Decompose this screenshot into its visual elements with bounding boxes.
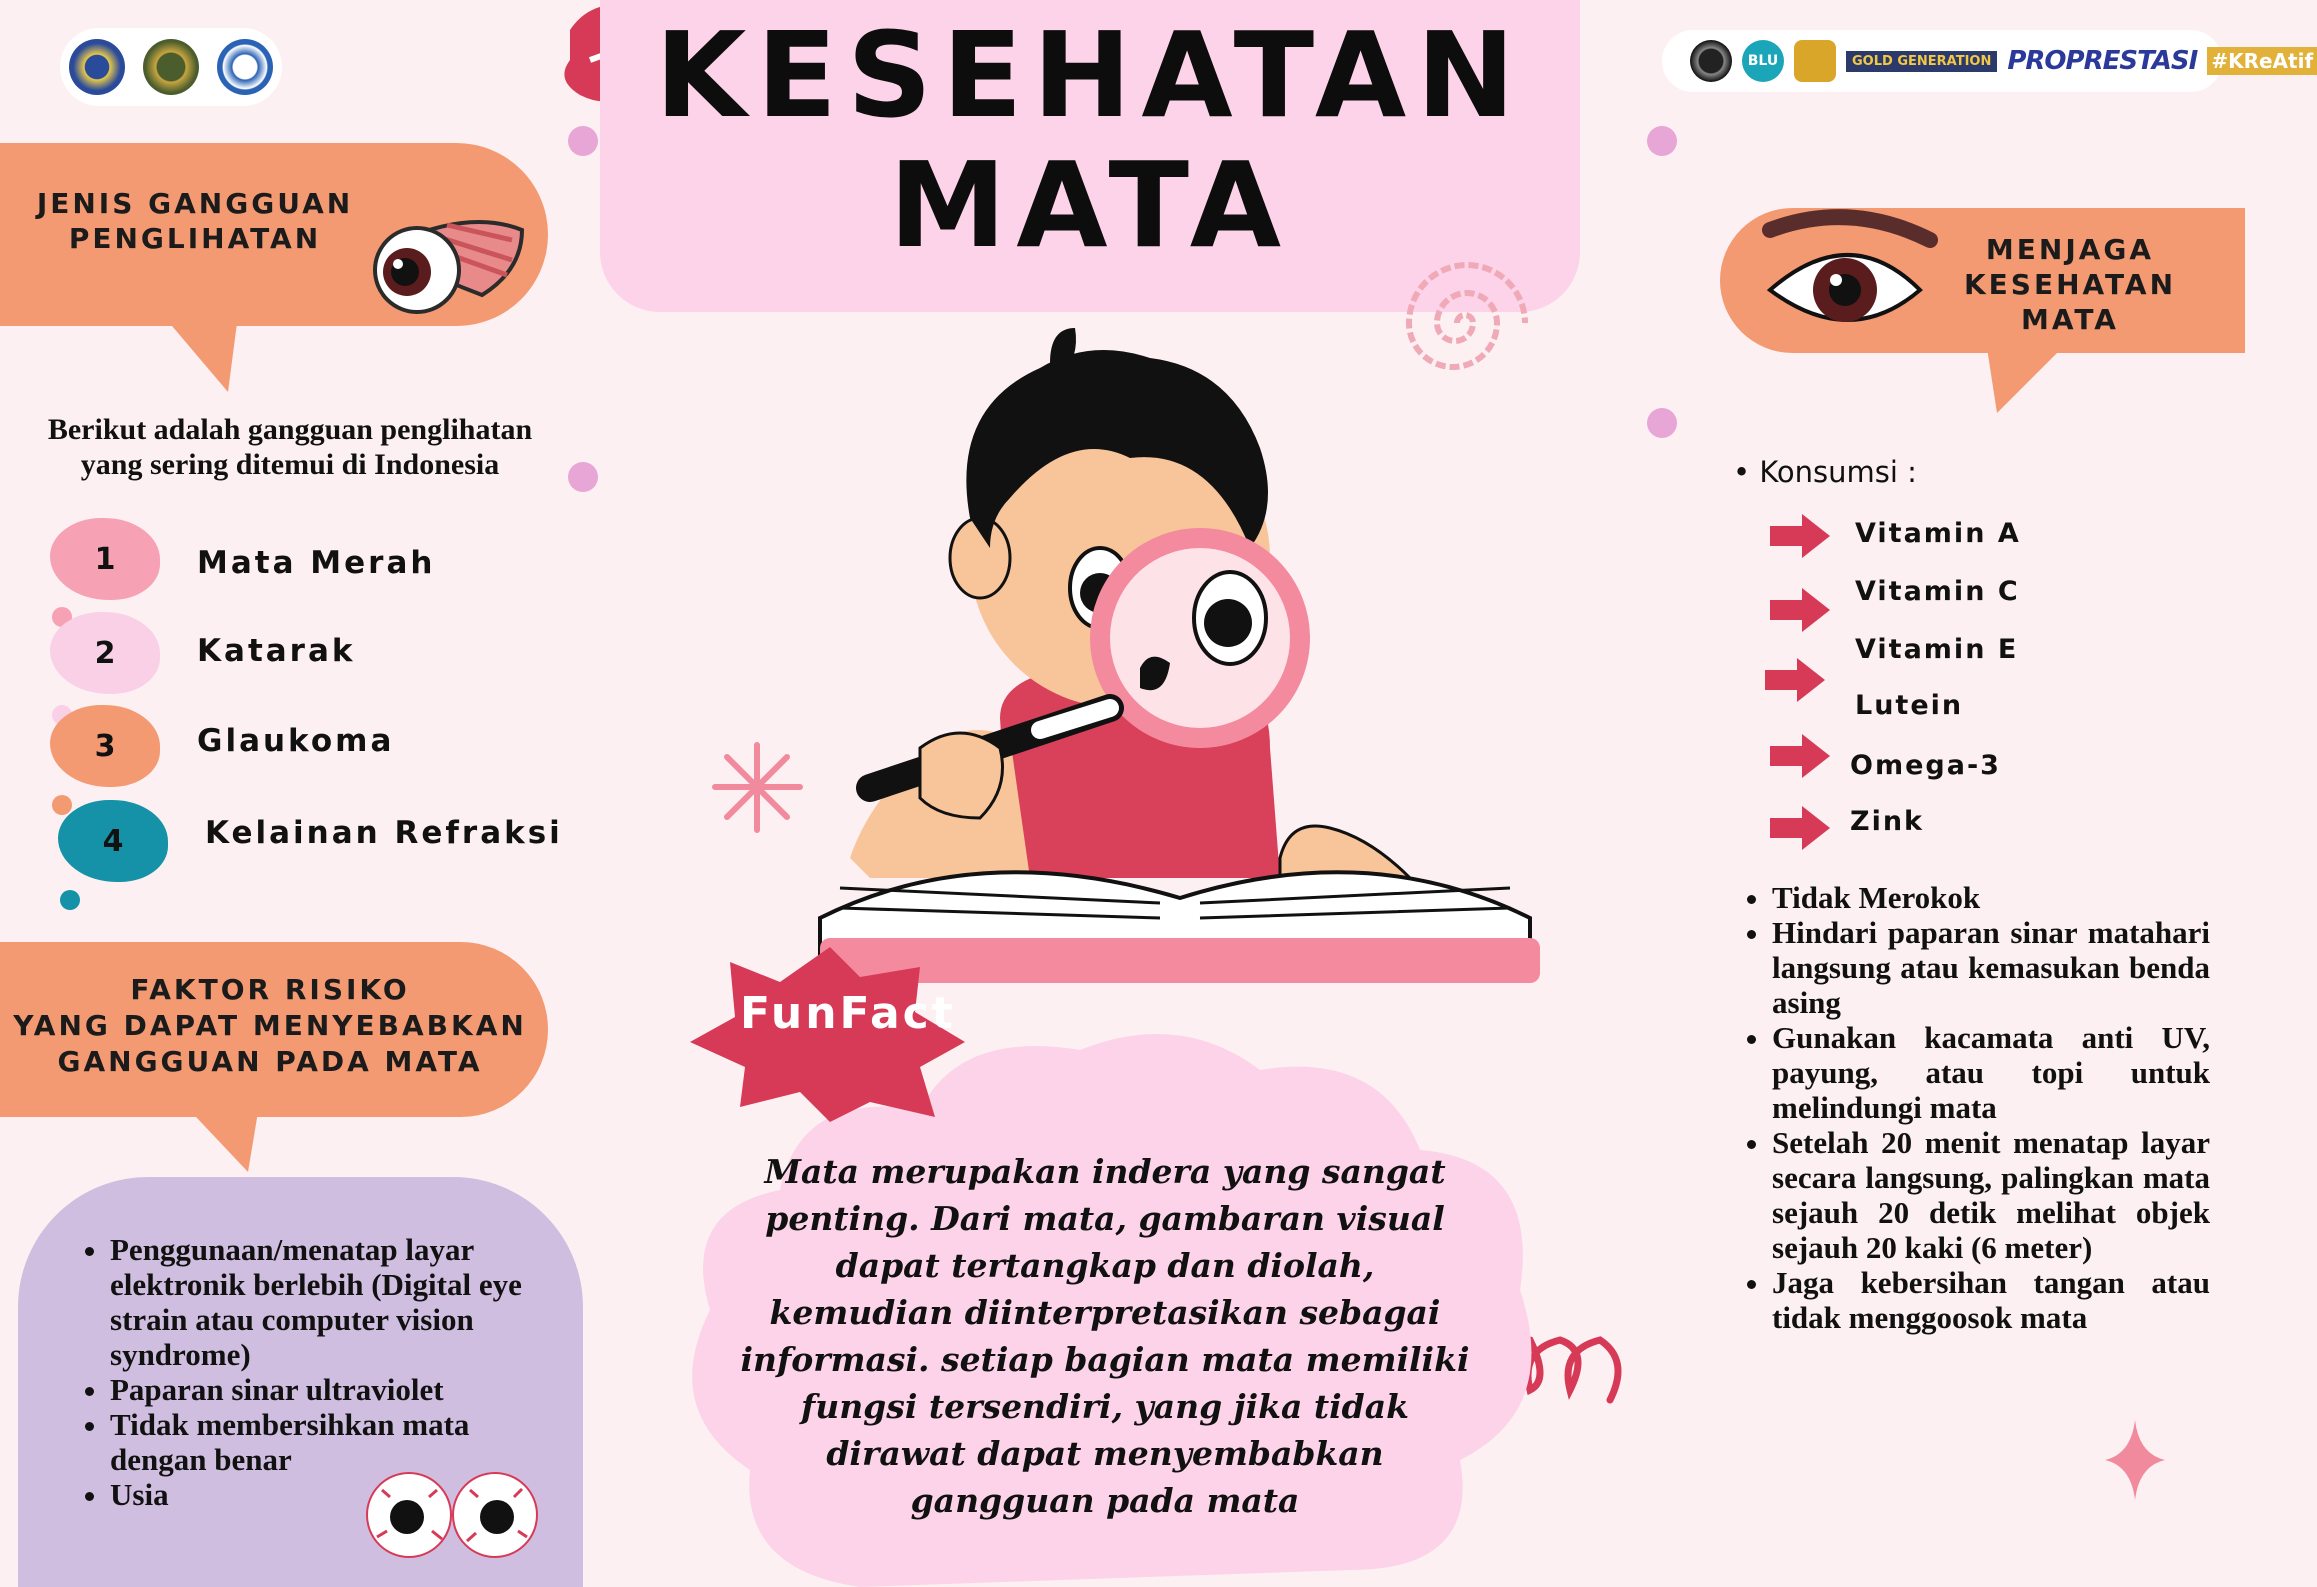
care-tip: • Setelah 20 menit menatap layar secara langsung, palingkan mata sejauh 20 detik melihat objek sejauh 20 kaki (6 meter) bbox=[1772, 1125, 2210, 1265]
decor-dot bbox=[568, 462, 598, 492]
bubble-tail bbox=[1985, 335, 2075, 415]
sparkle-decoration bbox=[710, 740, 805, 835]
logos-left bbox=[60, 28, 282, 106]
logo-seal-icon bbox=[1690, 40, 1732, 82]
bubble-tail bbox=[180, 1100, 260, 1175]
jenis-intro: Berikut adalah gangguan penglihatan yang sering ditemui di Indonesia bbox=[47, 413, 533, 481]
logo-blu-icon: BLU bbox=[1742, 40, 1784, 82]
title-line-2: MATA bbox=[888, 136, 1292, 274]
vitamin-item: Omega-3 bbox=[1850, 750, 2001, 781]
list-item-label: Mata Merah bbox=[197, 545, 436, 581]
konsumsi-label bbox=[1733, 455, 1917, 489]
arrow-right-icon bbox=[1770, 588, 1830, 632]
arrow-right-icon bbox=[1770, 734, 1830, 778]
vitamin-item: Vitamin C bbox=[1855, 576, 2020, 607]
care-tip: • Gunakan kacamata anti UV, payung, atau topi untuk melindungi mata bbox=[1772, 1020, 2210, 1125]
risk-item: • Penggunaan/menatap layar elektronik berlebih (Digital eye strain atau computer vision syndrome) bbox=[110, 1232, 528, 1372]
logo-emblem-icon bbox=[143, 39, 199, 95]
decor-dot bbox=[52, 795, 72, 815]
list-item-label: Kelainan Refraksi bbox=[205, 815, 563, 851]
arrow-right-icon bbox=[1765, 658, 1825, 702]
arrow-right-icon bbox=[1770, 806, 1830, 850]
logo-kreatif: #KReAtif bbox=[2207, 47, 2317, 75]
menjaga-title: MENJAGA KESEHATAN MATA bbox=[1963, 233, 2177, 336]
decor-dot bbox=[60, 890, 80, 910]
logo-gold-generation: GOLD GENERATION bbox=[1846, 51, 1997, 72]
googly-eyes-icon bbox=[362, 1465, 547, 1565]
decor-dot bbox=[1647, 126, 1677, 156]
konsumsi-text: Konsumsi : bbox=[1759, 455, 1917, 489]
faktor-title: FAKTOR RISIKO YANG DAPAT MENYEBABKAN GANGGUAN PADA MATA bbox=[13, 973, 527, 1078]
title-line-1: KESEHATAN bbox=[655, 6, 1525, 144]
risk-item: • Paparan sinar ultraviolet bbox=[110, 1372, 528, 1407]
vitamin-item: Lutein bbox=[1855, 690, 1964, 721]
list-number-badge: 2 bbox=[50, 612, 160, 694]
decor-dot bbox=[568, 126, 598, 156]
logos-right bbox=[1662, 30, 2314, 92]
arrow-right-icon bbox=[1770, 514, 1830, 558]
list-number-badge: 1 bbox=[50, 518, 160, 600]
page-title bbox=[600, 6, 1580, 274]
vitamin-item: Zink bbox=[1850, 806, 1925, 837]
care-tips-list bbox=[1740, 880, 2210, 1335]
boy-reading-illustration bbox=[810, 318, 1550, 988]
care-tip: • Hindari paparan sinar matahari langsung atau kemasukan benda asing bbox=[1772, 915, 2210, 1020]
care-tip: • Jaga kebersihan tangan atau tidak menggoosok mata bbox=[1772, 1265, 2210, 1335]
logo-gold-icon bbox=[1794, 40, 1836, 82]
list-item-label: Katarak bbox=[197, 633, 356, 669]
bubble-tail bbox=[150, 300, 240, 395]
eye-icon bbox=[1760, 210, 1940, 340]
risk-item: • Usia bbox=[110, 1477, 528, 1512]
logo-badge-icon bbox=[217, 39, 273, 95]
risk-item: • Tidak membersihkan mata dengan benar bbox=[110, 1407, 528, 1477]
logo-kemenhub-icon bbox=[69, 39, 125, 95]
bullet-icon: • bbox=[1733, 455, 1760, 489]
list-item-label: Glaukoma bbox=[197, 723, 395, 759]
list-number-badge: 4 bbox=[58, 800, 168, 882]
eyeball-icon bbox=[362, 200, 532, 320]
logo-proprestasi: PROPRESTASI bbox=[2007, 46, 2198, 76]
funfact-badge: FunFact bbox=[740, 988, 956, 1039]
jenis-title: JENIS GANGGUAN PENGLIHATAN bbox=[36, 187, 354, 255]
decor-dot bbox=[1647, 408, 1677, 438]
vitamin-item: Vitamin A bbox=[1855, 518, 2021, 549]
care-tip: • Tidak Merokok bbox=[1772, 880, 2210, 915]
vitamin-item: Vitamin E bbox=[1855, 634, 2019, 665]
funfact-text: Mata merupakan indera yang sangat penting. Dari mata, gambaran visual dapat tertangkap dan diolah, kemudian diinterpretasikan sebagai informasi. setiap bagian mata memiliki fungsi tersendiri, yang jika tidak dirawat dapat menyembabkan gangguan pada mata bbox=[740, 1152, 1470, 1520]
sparkle-decoration bbox=[2105, 1420, 2165, 1500]
list-number-badge: 3 bbox=[50, 705, 160, 787]
